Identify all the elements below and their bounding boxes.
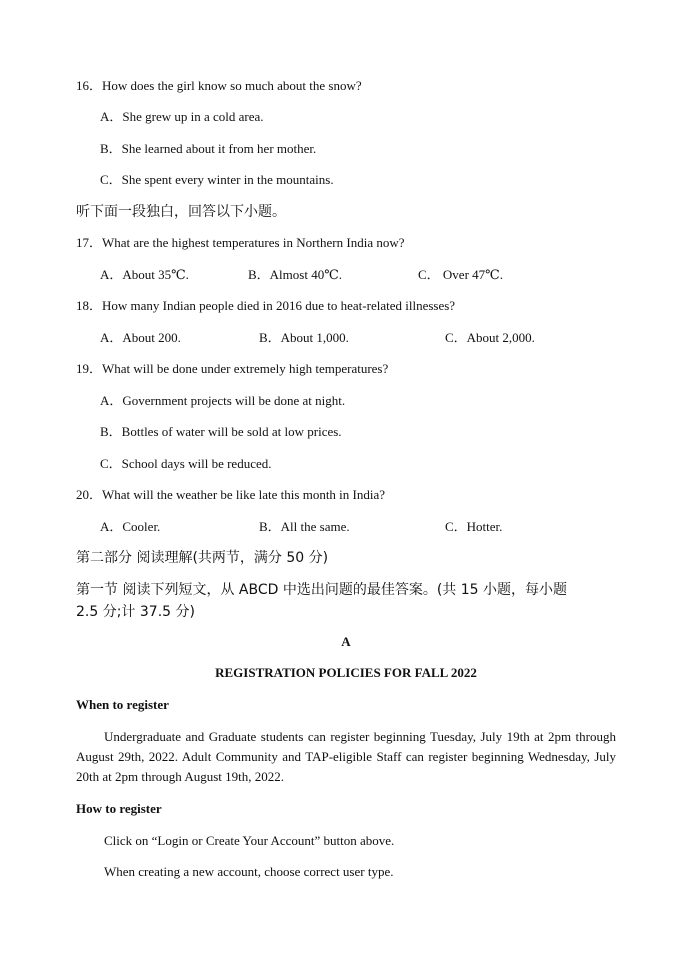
question-17-option-a: A．About 35℃. [100, 267, 189, 282]
monologue-instruction: 听下面一段独白，回答以下小题。 [76, 204, 286, 220]
question-17-option-c: C． Over 47℃. [418, 267, 503, 282]
question-19-option-b: B．Bottles of water will be sold at low prices. [100, 424, 342, 439]
section-one-instruction-line1: 第一节 阅读下列短文，从 ABCD 中选出问题的最佳答案。(共 15 小题，每小题 [76, 582, 568, 598]
question-20-stem: 20．What will the weather be like late this month in India? [76, 487, 386, 502]
passage-letter: A [341, 634, 351, 649]
section-one-instruction-line2: 2.5 分;计 37.5 分) [76, 604, 195, 620]
question-18-option-b: B．About 1,000. [259, 330, 349, 345]
question-19-option-c: C．School days will be reduced. [100, 456, 272, 471]
question-18-option-c: C．About 2,000. [445, 330, 535, 345]
question-19-stem: 19．What will be done under extremely high temperatures? [76, 361, 389, 376]
question-18-option-a: A．About 200. [100, 330, 181, 345]
how-to-register-line2: When creating a new account, choose correct user type. [104, 864, 394, 879]
question-16-option-b: B．She learned about it from her mother. [100, 141, 317, 156]
question-17-option-b: B．Almost 40℃. [248, 267, 342, 282]
question-20-option-c: C．Hotter. [445, 519, 503, 534]
when-to-register-heading: When to register [76, 697, 169, 712]
question-19-option-a: A．Government projects will be done at night. [100, 393, 346, 408]
question-20-option-a: A．Cooler. [100, 519, 161, 534]
how-to-register-heading: How to register [76, 801, 162, 816]
when-to-register-paragraph: Undergraduate and Graduate students can register beginning Tuesday, July 19th at 2pm through August 29th, 2022. Adult Community and TAP-eligible Staff can register beginning Wednesday, July 20th at 2pm through August 19th, 2022. [76, 729, 616, 784]
how-to-register-line1: Click on “Login or Create Your Account” button above. [104, 833, 395, 848]
question-17-stem: 17．What are the highest temperatures in Northern India now? [76, 235, 405, 250]
question-16-stem: 16．How does the girl know so much about the snow? [76, 78, 362, 93]
passage-title: REGISTRATION POLICIES FOR FALL 2022 [215, 665, 477, 680]
question-16-option-c: C．She spent every winter in the mountains. [100, 172, 334, 187]
part-two-heading: 第二部分 阅读理解(共两节，满分 50 分) [76, 550, 329, 566]
question-18-stem: 18．How many Indian people died in 2016 due to heat-related illnesses? [76, 298, 456, 313]
question-16-option-a: A．She grew up in a cold area. [100, 109, 264, 124]
question-20-option-b: B．All the same. [259, 519, 350, 534]
